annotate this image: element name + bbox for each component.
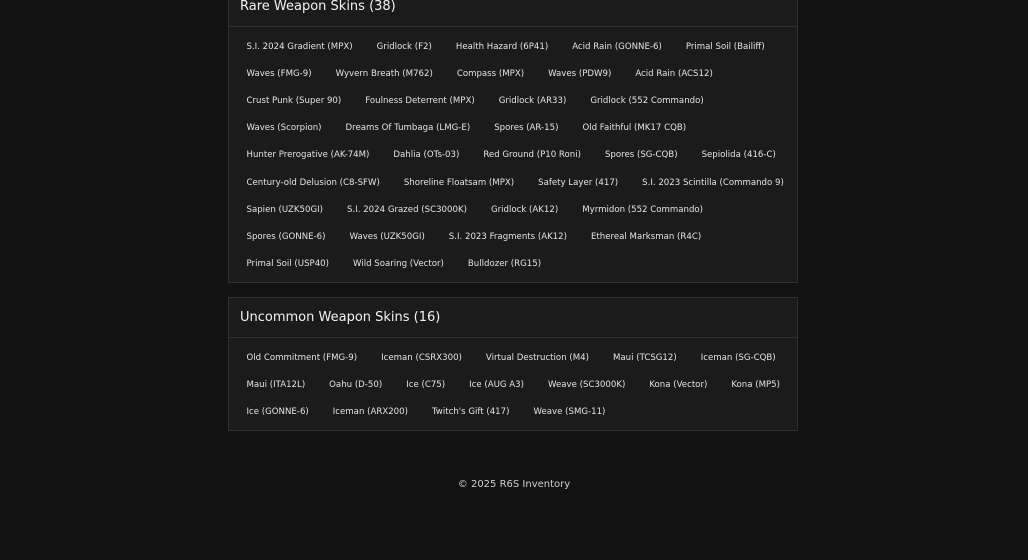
skin-item[interactable]: Wild Soaring (Vector) xyxy=(353,259,444,270)
skin-item[interactable]: Acid Rain (ACS12) xyxy=(635,68,713,79)
skin-row xyxy=(235,60,791,87)
skin-item[interactable]: Sepiolida (416-C) xyxy=(701,150,776,161)
skin-item[interactable]: Weave (SMG-11) xyxy=(533,406,606,417)
skin-item[interactable]: Health Hazard (6P41) xyxy=(455,41,549,52)
skin-item[interactable]: Waves (PDW9) xyxy=(548,68,612,79)
skin-item[interactable]: Iceman (ARX200) xyxy=(332,406,408,417)
skin-item[interactable]: Ice (GONNE-6) xyxy=(246,406,309,417)
skin-item[interactable]: Compass (MPX) xyxy=(456,68,525,79)
footer-copyright: © 2025 R6S Inventory xyxy=(457,479,571,490)
skin-row xyxy=(235,398,791,425)
skin-item[interactable]: Old Commitment (FMG-9) xyxy=(246,352,358,363)
skin-item[interactable]: Spores (GONNE-6) xyxy=(246,231,326,242)
skin-item[interactable]: Maui (TCSG12) xyxy=(612,352,677,363)
skin-row xyxy=(235,371,791,398)
uncommon-skins-header xyxy=(229,298,797,338)
uncommon-skins-card xyxy=(228,297,798,431)
skin-item[interactable]: Myrmidon (552 Commando) xyxy=(582,204,704,215)
skin-row xyxy=(235,142,791,169)
skin-item[interactable]: Shoreline Floatsam (MPX) xyxy=(403,177,515,188)
skin-item[interactable]: Wyvern Breath (M762) xyxy=(335,68,433,79)
skin-item[interactable]: Bulldozer (RG15) xyxy=(467,259,542,270)
rare-skins-list xyxy=(229,27,797,278)
skin-item[interactable]: Ice (C75) xyxy=(406,379,446,390)
skin-item[interactable]: Spores (SG-CQB) xyxy=(604,150,678,161)
rare-skins-card xyxy=(228,0,798,283)
skin-row xyxy=(235,115,791,142)
skin-item[interactable]: Gridlock (AK12) xyxy=(490,204,559,215)
skin-item[interactable]: Gridlock (F2) xyxy=(376,41,432,52)
skin-item[interactable]: Waves (FMG-9) xyxy=(246,68,312,79)
skin-item[interactable]: S.I. 2024 Gradient (MPX) xyxy=(246,41,353,52)
skin-item[interactable]: Hunter Prerogative (AK-74M) xyxy=(246,150,370,161)
skin-item[interactable]: Twitch's Gift (417) xyxy=(431,406,510,417)
skin-row xyxy=(235,33,791,60)
skin-row xyxy=(235,223,791,250)
skin-item[interactable]: Ice (AUG A3) xyxy=(469,379,524,390)
skin-item[interactable]: Foulness Deterrent (MPX) xyxy=(365,95,475,106)
skin-item[interactable]: Iceman (SG-CQB) xyxy=(700,352,776,363)
skin-row xyxy=(235,196,791,223)
skin-item[interactable]: Waves (Scorpion) xyxy=(246,123,322,134)
skin-item[interactable]: S.I. 2024 Grazed (SC3000K) xyxy=(347,204,467,215)
uncommon-skins-title: Uncommon Weapon Skins (16) xyxy=(240,310,441,325)
rare-skins-header xyxy=(229,0,797,27)
skin-item[interactable]: Weave (SC3000K) xyxy=(548,379,626,390)
skin-item[interactable]: Kona (Vector) xyxy=(649,379,708,390)
skin-item[interactable]: Maui (ITA12L) xyxy=(246,379,306,390)
skin-item[interactable]: Old Faithful (MK17 CQB) xyxy=(582,123,687,134)
skin-item[interactable]: Ethereal Marksman (R4C) xyxy=(591,231,702,242)
skin-row xyxy=(235,251,791,278)
rare-skins-title: Rare Weapon Skins (38) xyxy=(240,0,396,14)
skin-item[interactable]: Waves (UZK50GI) xyxy=(349,231,425,242)
skin-item[interactable]: Gridlock (AR33) xyxy=(498,95,567,106)
skin-item[interactable]: Acid Rain (GONNE-6) xyxy=(572,41,662,52)
skin-row xyxy=(235,344,791,371)
uncommon-skins-list xyxy=(229,338,797,426)
skin-item[interactable]: Sapien (UZK50GI) xyxy=(246,204,324,215)
skin-item[interactable]: S.I. 2023 Fragments (AK12) xyxy=(448,231,567,242)
skin-item[interactable]: Crust Punk (Super 90) xyxy=(246,95,342,106)
skin-item[interactable]: Dahlia (OTs-03) xyxy=(393,150,460,161)
skin-item[interactable]: Century-old Delusion (C8-SFW) xyxy=(246,177,380,188)
skin-item[interactable]: Spores (AR-15) xyxy=(494,123,559,134)
skin-item[interactable]: Oahu (D-50) xyxy=(329,379,383,390)
skin-item[interactable]: Primal Soil (Bailiff) xyxy=(685,41,765,52)
skin-item[interactable]: Gridlock (552 Commando) xyxy=(590,95,704,106)
skin-item[interactable]: Virtual Destruction (M4) xyxy=(485,352,589,363)
skin-item[interactable]: Dreams Of Tumbaga (LMG-E) xyxy=(345,123,471,134)
skin-item[interactable]: S.I. 2023 Scintilla (Commando 9) xyxy=(642,177,784,188)
skin-item[interactable]: Red Ground (P10 Roni) xyxy=(483,150,581,161)
skin-item[interactable]: Kona (MP5) xyxy=(731,379,781,390)
skin-item[interactable]: Iceman (CSRX300) xyxy=(381,352,462,363)
skin-row xyxy=(235,87,791,114)
skin-row xyxy=(235,169,791,196)
skin-item[interactable]: Primal Soil (USP40) xyxy=(246,259,329,270)
skin-item[interactable]: Safety Layer (417) xyxy=(538,177,619,188)
